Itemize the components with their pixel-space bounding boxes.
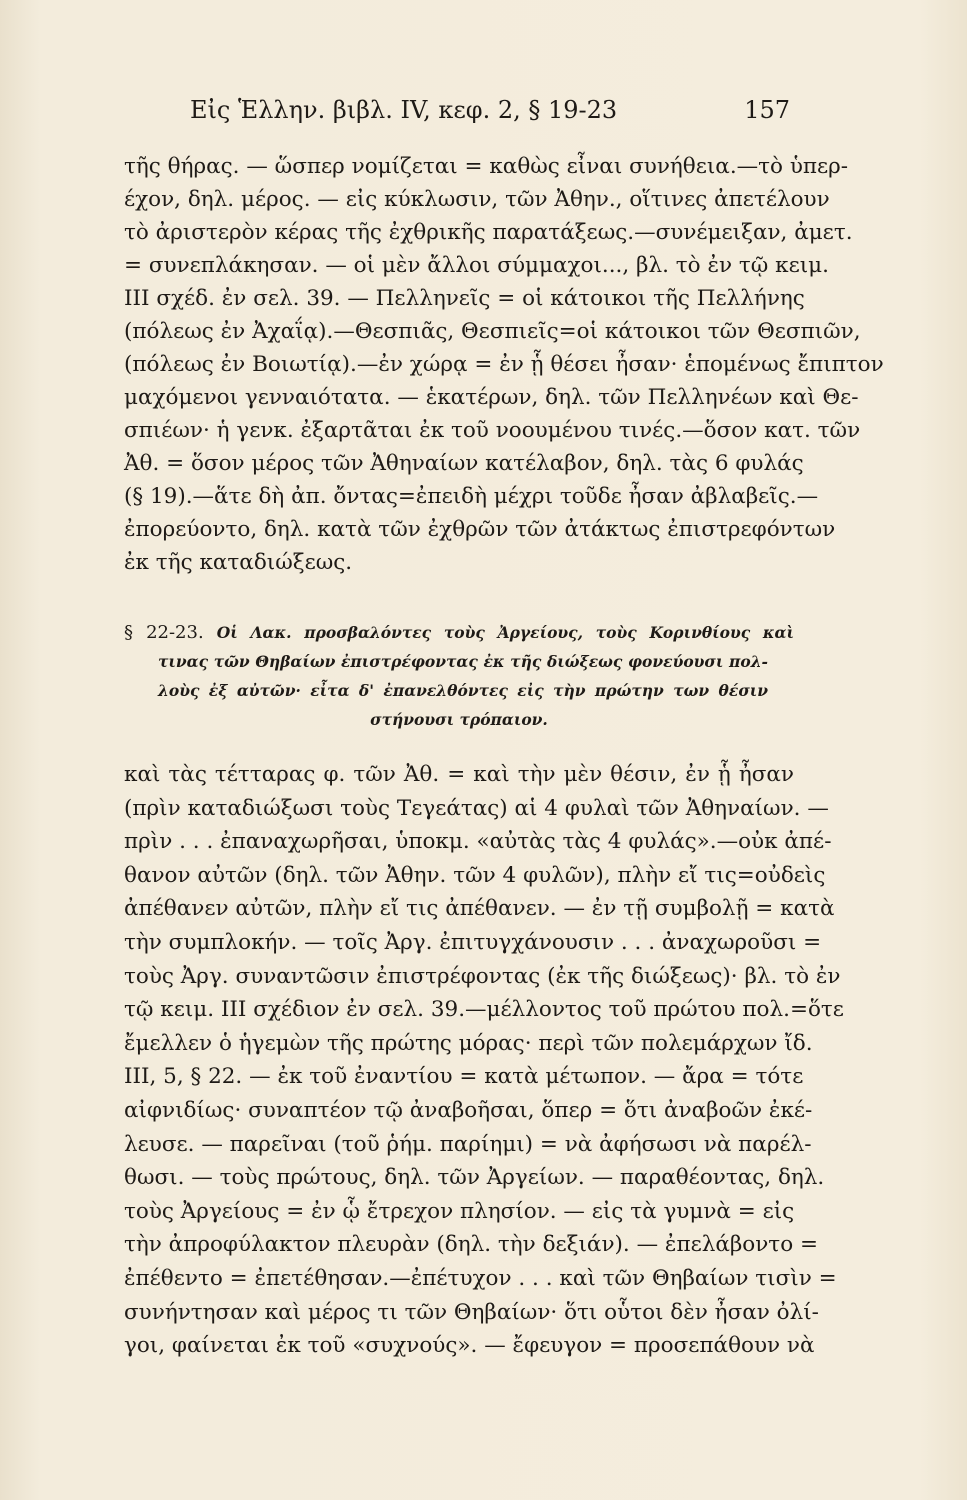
page-number: 157 — [744, 96, 790, 124]
summary-first-line — [124, 618, 794, 647]
summary-line: τινας τῶν Θηβαίων ἐπιστρέφοντας ἐκ τῆς διώξεως φονεύουσι πολ- — [158, 652, 768, 671]
text-line: ἐπορεύοντο, δηλ. κατὰ τῶν ἐχθρῶν τῶν ἀτάκτως ἐπιστρεφόντων — [124, 517, 836, 542]
text-line: τὸ ἀριστερὸν κέρας τῆς ἐχθρικῆς παρατάξεως.—συνέμειξαν, ἀμετ. — [124, 220, 853, 245]
text-line: (πρὶν καταδιώξωσι τοὺς Τεγεάτας) αἱ 4 φυλαὶ τῶν Ἀθηναίων. — — [124, 795, 829, 821]
text-line: καὶ τὰς τέτταρας φ. τῶν Ἀθ. = καὶ τὴν μὲν θέσιν, ἐν ᾗ ἦσαν — [124, 762, 794, 787]
text-line: αἰφνιδίως· συναπτέον τῷ ἀναβοῆσαι, ὅπερ = ὅτι ἀναβοῶν ἐκέ- — [124, 1097, 813, 1123]
section-summary — [124, 618, 794, 734]
commentary-paragraph-2 — [124, 758, 844, 1363]
text-line: θωσι. — τοὺς πρώτους, δηλ. τῶν Ἀργείων. — παραθέοντας, δηλ. — [124, 1165, 825, 1191]
summary-line: λοὺς ἐξ αὐτῶν· εἶτα δ' ἐπανελθόντες εἰς τὴν πρώτην των θέσιν — [158, 681, 768, 700]
summary-text: Οἱ Λακ. προσβαλόντες τοὺς Ἀργείους, τοὺς Κορινθίους καὶ — [216, 623, 794, 642]
text-line: τοὺς Ἀργ. συναντῶσιν ἐπιστρέφοντας (ἐκ τῆς διώξεως)· βλ. τὸ ἐν — [124, 963, 841, 989]
text-line: τῷ κειμ. III σχέδιον ἐν σελ. 39.—μέλλοντος τοῦ πρώτου πολ.=ὅτε — [124, 997, 844, 1023]
text-line: ἀπέθανεν αὐτῶν, πλὴν εἴ τις ἀπέθανεν. — ἐν τῇ συμβολῇ = κατὰ — [124, 896, 835, 922]
text-line: (πόλεως ἐν Βοιωτίᾳ).—ἐν χώρᾳ = ἐν ᾗ θέσει ἦσαν· ἑπομένως ἔπιπτον — [124, 352, 884, 377]
summary-line: στήνουσι τρόπαιον. — [370, 710, 548, 729]
commentary-paragraph-1 — [124, 150, 884, 579]
text-line: τὴν ἀπροφύλακτον πλευρὰν (δηλ. τὴν δεξιάν). — ἐπελάβοντο = — [124, 1232, 818, 1258]
text-line: = συνεπλάκησαν. — οἱ μὲν ἄλλοι σύμμαχοι..., βλ. τὸ ἐν τῷ κειμ. — [124, 253, 829, 278]
text-line: σπιέων· ἡ γενκ. ἐξαρτᾶται ἐκ τοῦ νοουμένου τινές.—ὅσον κατ. τῶν — [124, 418, 861, 443]
text-line: λευσε. — παρεῖναι (τοῦ ῥήμ. παρίημι) = νὰ ἀφήσωσι νὰ παρέλ- — [124, 1131, 812, 1157]
text-line: θανον αὐτῶν (δηλ. τῶν Ἀθην. τῶν 4 φυλῶν), πλὴν εἴ τις=οὐδεὶς — [124, 862, 826, 888]
text-line: ἐκ τῆς καταδιώξεως. — [124, 550, 353, 575]
text-line: γοι, φαίνεται ἐκ τοῦ «συχνούς». — ἔφευγον = προσεπάθουν νὰ — [124, 1333, 815, 1359]
running-title: Εἰς Ἑλλην. βιβλ. IV, κεφ. 2, § 19-23 — [190, 96, 618, 124]
text-line: (πόλεως ἐν Ἀχαΐᾳ).—Θεσπιᾶς, Θεσπιεῖς=οἱ κάτοικοι τῶν Θεσπιῶν, — [124, 319, 861, 344]
text-line: μαχόμενοι γενναιότατα. — ἑκατέρων, δηλ. τῶν Πελληνέων καὶ Θε- — [124, 385, 859, 410]
text-line: Ἀθ. = ὅσον μέρος τῶν Ἀθηναίων κατέλαβον, δηλ. τὰς 6 φυλάς — [124, 451, 804, 476]
text-line: έχον, δηλ. μέρος. — εἰς κύκλωσιν, τῶν Ἀθην., οἵτινες ἀπετέλουν — [124, 187, 830, 212]
text-line: τοὺς Ἀργείους = ἐν ᾧ ἔτρεχον πλησίον. — εἰς τὰ γυμνὰ = εἰς — [124, 1198, 795, 1224]
text-line: ἔμελλεν ὁ ἡγεμὼν τῆς πρώτης μόρας· περὶ τῶν πολεμάρχων ἴδ. — [124, 1030, 813, 1056]
running-header — [190, 96, 790, 130]
text-line: (§ 19).—ἅτε δὴ ἀπ. ὄντας=ἐπειδὴ μέχρι τοῦδε ἦσαν ἀβλαβεῖς.— — [124, 484, 819, 509]
text-line: τὴν συμπλοκήν. — τοῖς Ἀργ. ἐπιτυγχάνουσιν . . . ἀναχωροῦσι = — [124, 929, 822, 955]
text-line: III, 5, § 22. — ἐκ τοῦ ἐναντίου = κατὰ μέτωπον. — ἄρα = τότε — [124, 1064, 804, 1090]
text-line: τῆς θήρας. — ὥσπερ νομίζεται = καθὼς εἶναι συνήθεια.—τὸ ὑπερ- — [124, 154, 849, 179]
text-line: ἐπέθεντο = ἐπετέθησαν.—ἐπέτυχον . . . καὶ τῶν Θηβαίων τισὶν = — [124, 1265, 837, 1291]
text-line: III σχέδ. ἐν σελ. 39. — Πελληνεῖς = οἱ κάτοικοι τῆς Πελλήνης — [124, 286, 805, 311]
text-line: συνήντησαν καὶ μέρος τι τῶν Θηβαίων· ὅτι οὗτοι δὲν ἦσαν ὀλί- — [124, 1299, 819, 1325]
text-line: πρὶν . . . ἐπαναχωρῆσαι, ὑποκμ. «αὐτὰς τὰς 4 φυλάς».—οὐκ ἀπέ- — [124, 829, 832, 855]
section-reference: § 22-23. — [124, 622, 204, 643]
